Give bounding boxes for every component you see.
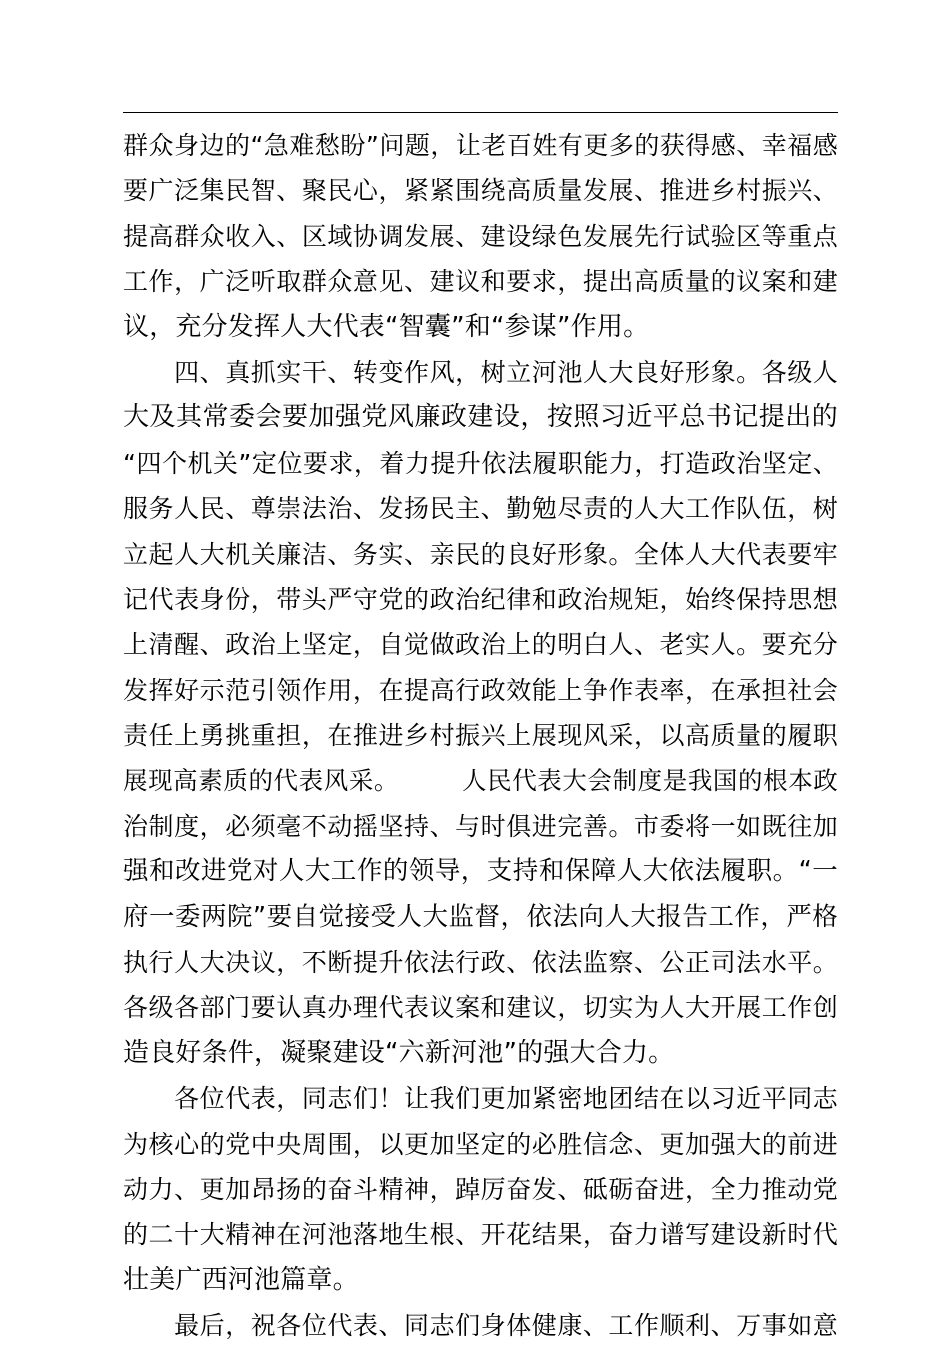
text-line: 最后，祝各位代表、同志们身体健康、工作顺利、万事如意 <box>123 1311 838 1341</box>
text-line: 动力、更加昂扬的奋斗精神，踔厉奋发、砥砺奋进，全力推动党 <box>123 1174 838 1204</box>
text-line: 四、真抓实干、转变作风，树立河池人大良好形象。各级人 <box>123 357 838 387</box>
text-line: 各级各部门要认真办理代表议案和建议，切实为人大开展工作创 <box>123 993 838 1023</box>
text-line: 上清醒、政治上坚定，自觉做政治上的明白人、老实人。要充分 <box>123 630 838 660</box>
text-line: 壮美广西河池篇章。 <box>123 1264 359 1295</box>
text-line: 展现高素质的代表风采。 人民代表大会制度是我国的根本政 <box>123 766 838 796</box>
text-line: 立起人大机关廉洁、务实、亲民的良好形象。全体人大代表要牢 <box>123 539 838 569</box>
text-line: 责任上勇挑重担，在推进乡村振兴上展现风采，以高质量的履职 <box>123 721 838 751</box>
body-text <box>123 123 838 1349</box>
text-line: 议，充分发挥人大代表“智囊”和“参谋”作用。 <box>123 311 650 342</box>
text-line: 的二十大精神在河池落地生根、开花结果，奋力谱写建设新时代 <box>123 1220 838 1250</box>
text-line: 提高群众收入、区域协调发展、建设绿色发展先行试验区等重点 <box>123 221 838 251</box>
text-line: 各位代表，同志们！让我们更加紧密地团结在以习近平同志 <box>123 1084 838 1114</box>
text-line: 造良好条件，凝聚建设“六新河池”的强大合力。 <box>123 1037 675 1068</box>
text-line: “四个机关”定位要求，着力提升依法履职能力，打造政治坚定、 <box>123 448 838 478</box>
text-line: 要广泛集民智、聚民心，紧紧围绕高质量发展、推进乡村振兴、 <box>123 176 838 206</box>
text-line: 府一委两院”要自觉接受人大监督，依法向人大报告工作，严格 <box>123 901 838 932</box>
text-line: 治制度，必须毫不动摇坚持、与时俱进完善。市委将一如既往加 <box>123 811 838 841</box>
text-line: 群众身边的“急难愁盼”问题，让老百姓有更多的获得感、幸福感 <box>123 131 838 160</box>
header-rule <box>123 112 838 113</box>
text-line: 大及其常委会要加强党风廉政建设，按照习近平总书记提出的 <box>123 402 838 433</box>
text-line: 为核心的党中央周围，以更加坚定的必胜信念、更加强大的前进 <box>123 1129 838 1159</box>
text-line: 强和改进党对人大工作的领导，支持和保障人大依法履职。“一 <box>123 856 838 887</box>
text-line: 发挥好示范引领作用，在提高行政效能上争作表率，在承担社会 <box>123 675 838 705</box>
text-line: 记代表身份，带头严守党的政治纪律和政治规矩，始终保持思想 <box>123 584 838 614</box>
text-line: 工作，广泛听取群众意见、建议和要求，提出高质量的议案和建 <box>123 267 838 297</box>
text-line: 执行人大决议，不断提升依法行政、依法监察、公正司法水平。 <box>123 948 838 978</box>
text-line: 服务人民、尊崇法治、发扬民主、勤勉尽责的人大工作队伍，树 <box>123 494 838 524</box>
